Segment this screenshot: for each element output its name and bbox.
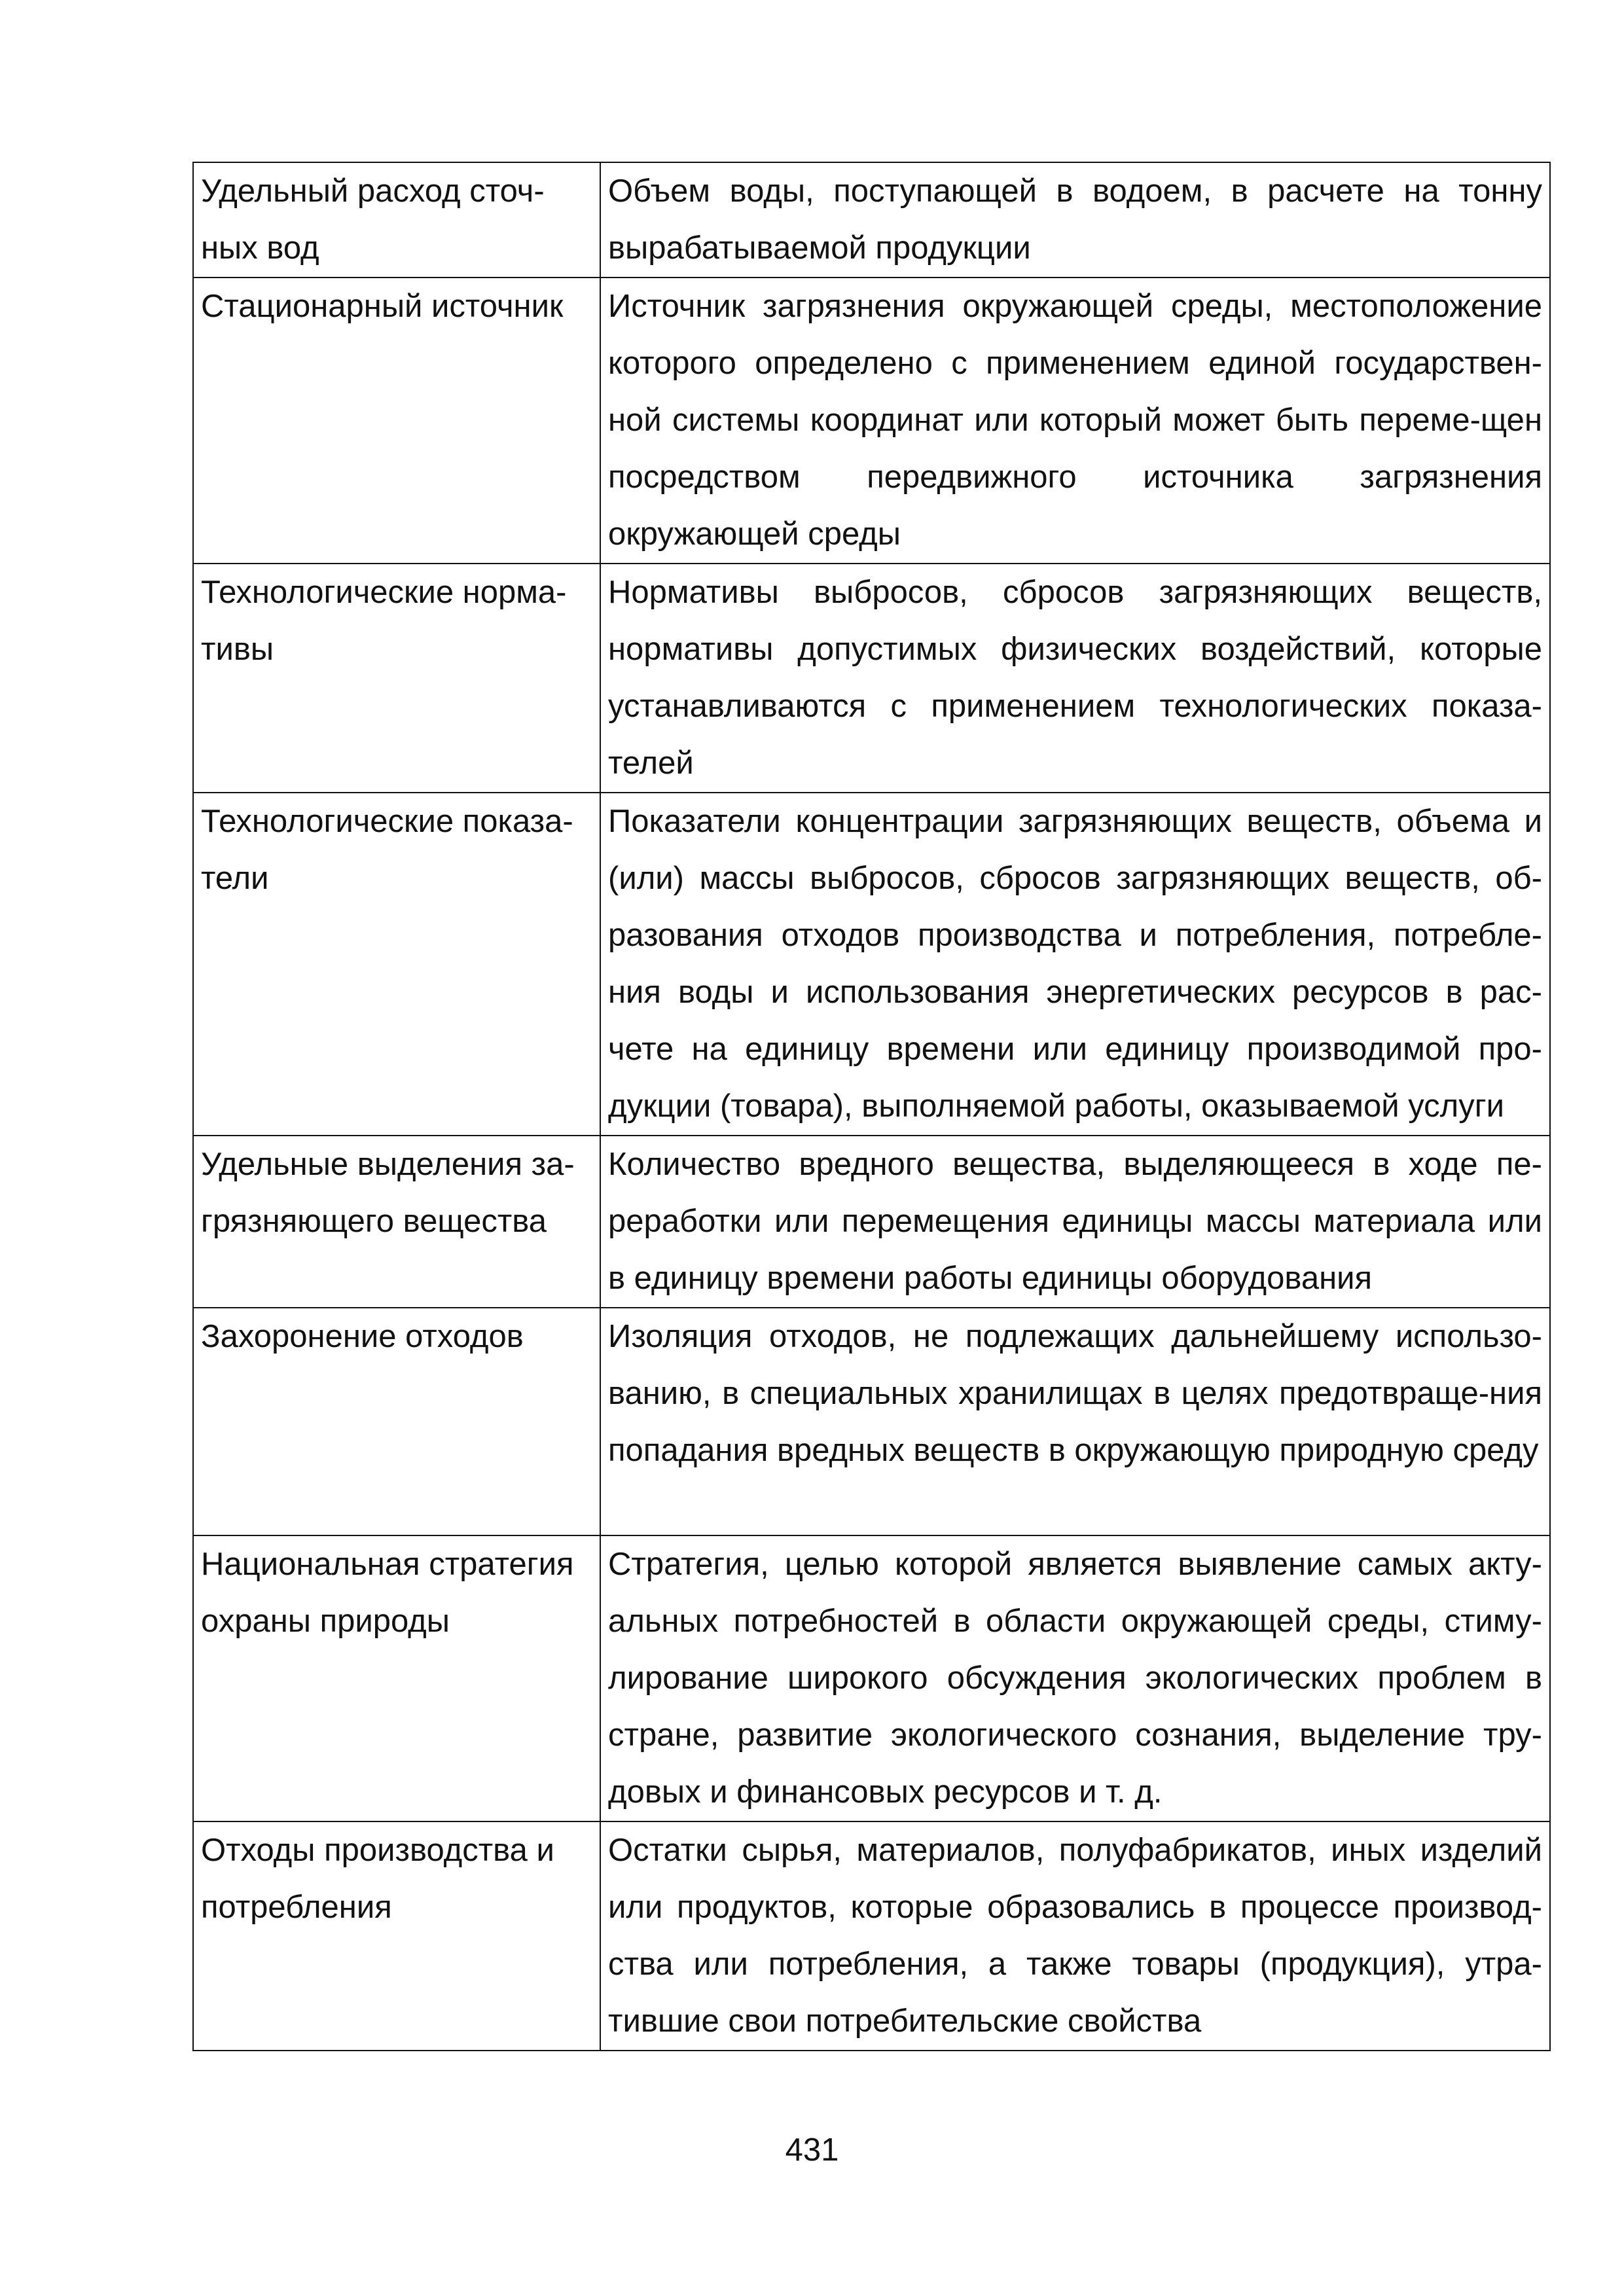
page-number: 431	[785, 2132, 839, 2168]
definition-text: Стратегия, целью которой является выявление самых акту-альных потребностей в области окружающей среды, стиму-лирование широкого обсуждения экологических проблем в стране, развитие экологического сознания, выделение тру-довых и финансовых ресурсов и т. д.	[608, 1547, 1542, 1810]
table-row	[193, 1308, 1550, 1535]
definition-cell	[600, 1821, 1550, 2051]
definition-text: Объем воды, поступающей в водоем, в расчете на тонну вырабатываемой продукции	[608, 173, 1542, 266]
term-cell	[193, 1821, 600, 2051]
table-row	[193, 162, 1550, 278]
term-text: Стационарный источник	[201, 289, 564, 324]
definition-text: Изоляция отходов, не подлежащих дальнейшему использо-ванию, в специальных хранилищах в целях предотвраще-ния попадания вредных веществ в окружающую природную среду	[608, 1319, 1542, 1468]
term-cell	[193, 1136, 600, 1308]
term-text: Технологические показа- тели	[201, 804, 573, 896]
term-cell	[193, 564, 600, 793]
definition-cell	[600, 1308, 1550, 1535]
term-text: Национальная стратегия охраны природы	[201, 1547, 574, 1639]
term-text: Удельные выделения за- грязняющего вещества	[201, 1147, 575, 1239]
definition-cell	[600, 564, 1550, 793]
term-cell	[193, 793, 600, 1136]
term-cell	[193, 1535, 600, 1821]
term-cell	[193, 162, 600, 278]
table-row	[193, 793, 1550, 1136]
term-text: Удельный расход сточ- ных вод	[201, 173, 545, 266]
definition-cell	[600, 1535, 1550, 1821]
definition-cell	[600, 162, 1550, 278]
table-row	[193, 1821, 1550, 2051]
term-text: Отходы производства и потребления	[201, 1833, 554, 1925]
term-cell	[193, 278, 600, 564]
definition-text: Количество вредного вещества, выделяющееся в ходе пе-реработки или перемещения единицы массы материала или в единицу времени работы единицы оборудования	[608, 1147, 1542, 1296]
table-row	[193, 278, 1550, 564]
table-row	[193, 1535, 1550, 1821]
definition-cell	[600, 278, 1550, 564]
term-text: Захоронение отходов	[201, 1319, 524, 1354]
definition-text: Остатки сырья, материалов, полуфабрикатов, иных изделий или продуктов, которые образовались в процессе производ-ства или потребления, а также товары (продукция), утра-тившие свои потребительские свойства	[608, 1833, 1542, 2039]
table-row	[193, 564, 1550, 793]
term-cell	[193, 1308, 600, 1535]
definition-cell	[600, 1136, 1550, 1308]
table-row	[193, 1136, 1550, 1308]
definition-text: Источник загрязнения окружающей среды, местоположение которого определено с применением единой государствен-ной системы координат или который может быть переме-щен посредством передвижного источника загрязнения окружающей среды	[608, 289, 1542, 552]
definition-text: Показатели концентрации загрязняющих веществ, объема и (или) массы выбросов, сбросов загрязняющих веществ, об-разования отходов производства и потребления, потребле-ния воды и использования энергетических ресурсов в рас-чете на единицу времени или единицу производимой про-дукции (товара), выполняемой работы, оказываемой услуги	[608, 804, 1542, 1124]
definition-text: Нормативы выбросов, сбросов загрязняющих веществ, нормативы допустимых физических воздействий, которые устанавливаются с применением технологических показа-телей	[608, 575, 1542, 781]
term-text: Технологические норма- тивы	[201, 575, 567, 667]
definition-cell	[600, 793, 1550, 1136]
glossary-table	[192, 162, 1551, 2051]
